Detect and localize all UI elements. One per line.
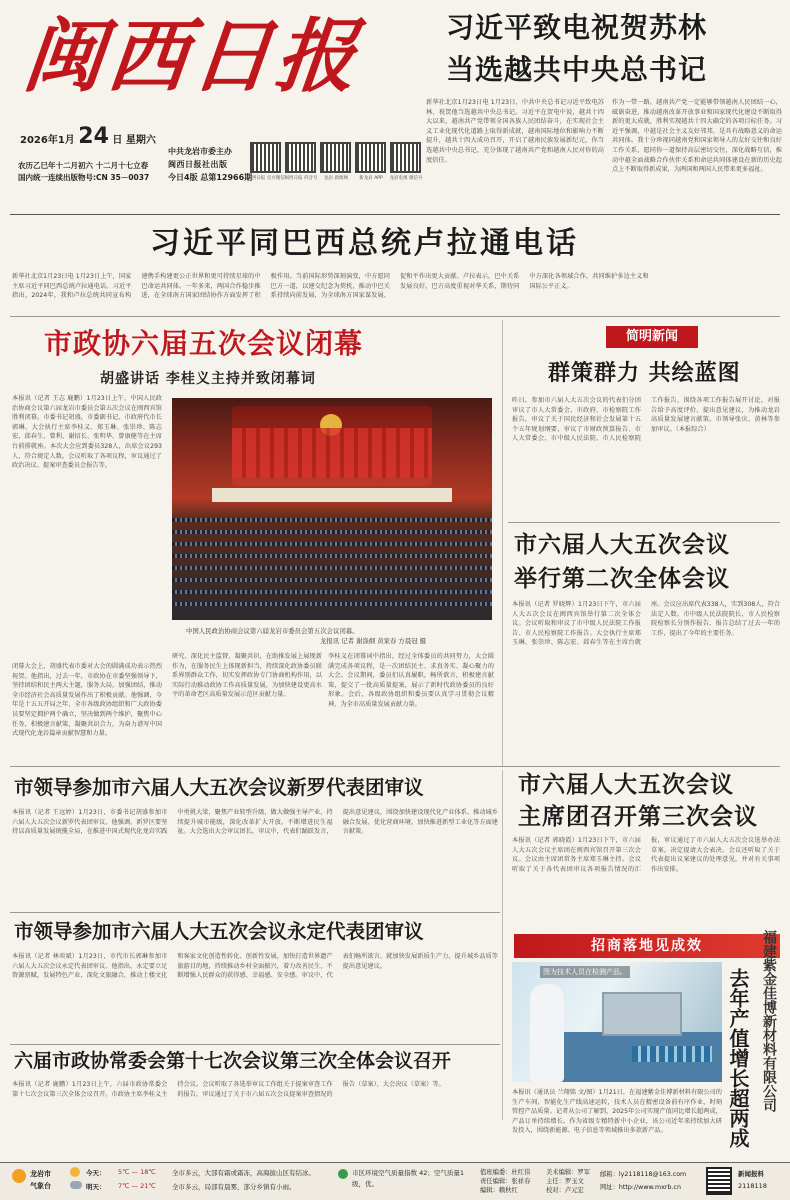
editor-1: 值班编委：杜红伟 (480, 1169, 531, 1176)
contact-email[interactable]: 邮箱：ly2118118@163.com (600, 1171, 687, 1178)
hotline-number: 2118118 (738, 1182, 767, 1190)
weather-label: 气象台 (30, 1182, 51, 1190)
yongding-text: 本报讯（记者 林奕斌）1月23日，市代市长郭琳参加市六届人大五次会议永定代表团审议。他指出，永定要立足资源禀赋，发展特色产业，深化文旅融合，推动土楼文化和客家文化创造性转化、创新性发展，加快打造世界遗产旅游目的地，持续推动乡村全面振兴，着力改善民生，不断增强人民群众的获得感、幸福感、安全感。审议中，代表们畅所欲言，就加快发展新质生产力、提升城乡品质等提出意见建议。 (12, 953, 498, 980)
air-icon (338, 1169, 348, 1179)
date-day: 24 (78, 124, 109, 149)
editor-2: 责任编辑：张祥春 (480, 1178, 531, 1185)
qr-caption: 闽西日报 抖音号 (284, 176, 318, 181)
xinluo-headline: 市领导参加市六届人大五次会议新罗代表团审议 (14, 776, 424, 799)
sun-icon (70, 1167, 80, 1177)
divider (508, 522, 780, 523)
qr-code[interactable] (320, 142, 351, 173)
audience-rows (172, 542, 492, 546)
divider (10, 1044, 500, 1045)
column-divider (502, 770, 503, 1120)
publisher-3: 今日4版 总第12966期 (168, 173, 253, 182)
investment-text: 本报讯（通讯员 兰翔铭 文/图）1月21日，在福建紫金佳博新材料有限公司的生产车间，智能化生产线高速运转，技术人员在精密设备前有序作业，时刻管控产品质量。记者从公司了解到，2025年公司实现产值同比增长超两成，产品订单持续增长。作为省级专精特新中小企业，该公司近年来持续加大研发投入，围绕新能源、电子信息等领域推出多款新产品。 (512, 1089, 722, 1135)
stage-table (212, 488, 452, 502)
lab-equipment (602, 992, 682, 1036)
tomorrow-label: 明天： (86, 1183, 106, 1191)
weather-city: 龙岩市 (30, 1170, 51, 1178)
editor-6: 校对：卢元宏 (546, 1187, 584, 1194)
audience-rows (172, 578, 492, 582)
investment-photo (512, 962, 722, 1082)
contact-website[interactable]: 网址：http://www.mxrb.cn (600, 1184, 681, 1191)
standing-headline: 六届市政协常委会第十七次会议第三次全体会议召开 (14, 1050, 452, 1072)
audience-rows (172, 602, 492, 606)
investment-vertical-subhead: 福建紫金佳博新材料有限公司 (761, 930, 777, 1112)
npc3-headline-2: 主席团召开第三次会议 (518, 804, 758, 830)
date-line-2: 农历乙巳年十二月初六 十二月十七立春 (18, 161, 149, 170)
editor-5: 主任：罗玉文 (546, 1178, 584, 1185)
tomorrow-desc: 全市多云，局部有晨雾，部分乡镇有小雨。 (172, 1183, 296, 1191)
lab-parts (632, 1046, 712, 1062)
cppcc-headline: 市政协六届五次会议闭幕 (44, 327, 364, 360)
tomorrow-temp: 7℃ — 21℃ (118, 1182, 156, 1190)
date-prefix: 2026年1月 (20, 135, 75, 146)
investment-label (514, 934, 780, 958)
standing-text: 本报讯（记者 鹿鹏）1月23日上午，六届市政协常委会第十七次会议第三次全体会议召开。市政协主席李桂义主持会议。会议听取了各选举审议工作组关于提案审查工作的报告，审议通过了关于市六届五次会议提案审查情况的报告（草案）、大会决议（草案）等。 (12, 1081, 445, 1098)
qr-caption: 新龙岩 APP (359, 176, 383, 181)
cppcc-text-3: 研究、深化民主监督、凝聚共识，在助推发展上展现新作为，在服务民生上体现新担当，持续深化政协委员联系界别群众工作，切实发挥政协专门协商机构作用，以实际行动推动政协工作高质量发展，为加快建设更高水平的革命老区高质量发展示范区贡献力量。 (172, 653, 322, 699)
today-label: 今天： (86, 1169, 106, 1177)
divider (10, 912, 500, 913)
cppcc-text-1: 本报讯（记者 王志 鹿鹏）1月23日上午，中国人民政治协商会议第六届龙岩市委员会第五次会议在闽西宾馆胜利闭幕。市委书记胡盛，市委副书记、市政府代市长郭琳，大会执行主席李桂义、郑玉琳、张崇珍、陈志宏、邱春生、曾利、谢招长、张明华、曾康健等在主席台前排就座。本次大会应到委员328人，出席会议293人，符合规定人数。会议听取了各项议程，审议通过了政治决议、提案审查委员会报告等。 (12, 395, 162, 470)
audience-rows (172, 590, 492, 594)
audience-rows (172, 554, 492, 558)
investment-vertical-headline: 去年产值增长超两成 (726, 968, 750, 1148)
date-weekday: 日 星期六 (112, 135, 156, 146)
audience-rows (172, 530, 492, 534)
audience-rows (172, 518, 492, 522)
qr-code[interactable] (355, 142, 386, 173)
brief-label (606, 326, 698, 348)
cppcc-photo (172, 398, 492, 620)
editor-4: 美术编辑：罗军 (546, 1169, 591, 1176)
stage-flags (232, 428, 432, 478)
footer (0, 1163, 790, 1200)
qr-code[interactable] (390, 142, 421, 173)
brief-headline: 群策群力 共绘蓝图 (548, 361, 741, 386)
qr-caption: 龙岩 新闻网 (324, 176, 348, 181)
investment-label-text: 招商落地见成效 (591, 938, 703, 954)
lead-col-2: 作为一带一路，越南共产党一定能够带领越南人民团结一心，砥砺奋进，推动越南改革开放事业和国家现代化建设不断取得新的更大成就，胜利实现越共十四大确定的各项目标任务。习近平强调，中越是社会主义友好邻邦，是具有战略意义的命运共同体。我十分珍视同越南党和国家领导人的友好交往和良好工作关系，愿同你一道保持高层密切交往，深化战略互信，推动中越全面战略合作伙伴关系和命运共同体建设在新的历史起点上不断取得新成果，为两国和两国人民带来更多福祉。 (612, 99, 782, 174)
cppcc-text-4: 李桂义在闭幕词中指出，经过全体委员的共同努力，大会圆满完成各项议程，是一次团结民主、求真务实、凝心聚力的大会。会议期间，委员们认真履职，畅所欲言，积极建言献策，提交了一批高质量提案，展示了新时代政协委员的良好形象。会后，各级政协组织和委员要认真学习贯彻会议精神，为全市高质量发展贡献力量。 (328, 653, 494, 708)
air-quality: 市区环境空气质量指数 42；空气质量1级，优。 (352, 1169, 464, 1188)
main-text: 新华社北京1月23日电 1月23日上午，国家主席习近平同巴西总统卢拉通电话。习近平指出，2024年，我和卢拉总统共同宣布构建携手构建更公正世界和更可持续星球的中巴命运共同体。一年多来，两国合作稳步推进，在全球南方国家团结协作方面发挥了积极作用。当前国际形势深刻演变，中方愿同巴方一道，以建交纪念为契机，推动中巴关系持续向前发展，为全球南方国家谋发展、促和平作出更大贡献。卢拉表示，巴中关系发展良好，巴方高度重视对华关系，期待同中方深化各领域合作，共同维护多边主义和国际公平正义。 (12, 273, 649, 300)
masthead-logo: 闽西日报 (19, 9, 365, 103)
qr-caption: 闽西日报 官方微信 (247, 176, 285, 181)
column-divider (502, 320, 503, 766)
lab-worker (530, 984, 564, 1082)
cloud-icon (70, 1181, 82, 1189)
npc3-text: 本报讯（记者 郭晓霞）1月23日下午，市六届人大五次会议主席团在闽西宾馆召开第三次会议。会议由主席团常务主席郑玉琳主持。会议听取了关于各代表团审议各项报告情况的汇报，审议通过了市六届人大五次会议选举办法草案，决定提请大会表决。会议还听取了关于代表提出议案建议的处理意见，并对有关事项作出安排。 (512, 837, 780, 873)
cppcc-photo-caption: 中国人民政治协商会议第六届龙岩市委员会第五次会议闭幕。 (186, 627, 359, 635)
npc3-headline-1: 市六届人大五次会议 (518, 772, 734, 798)
npc2-headline-1: 市六届人大五次会议 (514, 532, 730, 558)
qr-code[interactable] (250, 142, 281, 173)
yongding-headline: 市领导参加市六届人大五次会议永定代表团审议 (14, 920, 424, 943)
editor-3: 编辑：赖秋红 (480, 1187, 518, 1194)
divider (10, 766, 780, 767)
divider (10, 316, 780, 317)
investment-photo-caption: 图为技术人员在检测产品。 (540, 966, 630, 978)
audience-rows (172, 566, 492, 570)
today-desc: 全市多云，大部有霜或霜冻，高海拔山区有结冰。 (172, 1169, 315, 1177)
today-temp: 5℃ — 18℃ (118, 1168, 156, 1176)
publisher-1: 中共龙岩市委主办 (168, 147, 232, 156)
publisher-2: 闽西日报社出版 (168, 160, 228, 169)
qr-caption: 龙岩电视 微信号 (389, 176, 423, 181)
cppcc-photo-credit: 龙报讯 记者 谢涤纲 黄家春 方晨冠 摄 (320, 637, 427, 645)
cppcc-text-2: 闭幕大会上，胡盛代表市委对大会的圆满成功表示热烈祝贺。他指出，过去一年，市政协在市委坚强领导下，坚持团结和民主两大主题，服务大局，加强团结，推动全市经济社会高质量发展作出了积极贡献。他强调，今年是十五五开局之年，全市各级政协组织和广大政协委员要坚定拥护两个确立，坚决做到两个维护，聚焦中心任务，积极建言献策，凝聚共识合力，为奋力谱写中国式现代化龙岩篇章贡献智慧和力量。 (12, 663, 162, 738)
brief-text: 昨日，参加市六届人大五次会议的代表们分团审议了市人大常委会、市政府、市检察院工作报告，审议了关于国民经济和社会发展第十五个五年规划纲要，审议了市财政预算报告、市人大常委会、市中级人民法院、市人民检察院工作报告，围绕各项工作报告展开讨论，对报告给予高度评价，提出意见建议，为推动龙岩高质量发展建言献策。市领导张庆、黄林等参加审议。（本报综合） (512, 397, 780, 443)
npc2-text: 本报讯（记者 罗晓辉）1月23日下午，市六届人大五次会议在闽西宾馆举行第二次全体会议。会议听取和审议了市中级人民法院工作报告、市人民检察院工作报告。大会执行主席郑玉琳、张崇珍、陈志宏、邱春生等在主席台就座。会议应出席代表338人，实到308人，符合法定人数。市中级人民法院院长、市人民检察院检察长分别作报告，报告总结了过去一年的工作，提出了今年的主要任务。 (512, 601, 780, 647)
date-line-3: 国内统一连续出版物号:CN 35－0037 (18, 173, 150, 182)
weather-icon (12, 1169, 26, 1183)
cppcc-subhead: 胡盛讲话 李桂义主持并致闭幕词 (100, 371, 316, 387)
date-line-1 (20, 124, 156, 149)
hotline-qr[interactable] (706, 1167, 732, 1195)
main-headline: 习近平同巴西总统卢拉通电话 (150, 226, 579, 261)
brief-label-text: 简明新闻 (625, 329, 678, 344)
hotline-label: 新闻报料 (738, 1170, 764, 1178)
npc2-headline-2: 举行第二次全体会议 (514, 566, 730, 592)
qr-code[interactable] (285, 142, 316, 173)
xinluo-text: 本报讯（记者 王远婷）1月23日，市委书记胡盛参加市六届人大五次会议新罗代表团审议。他强调，新罗区要坚持以高质量发展统揽全局，在推进中国式现代化龙岩实践中勇挑大梁，聚焦产业转型升级，做大做强主导产业，持续提升城市能级，深化改革扩大开放，不断增进民生福祉。大会选出大会审议团长，审议中，代表们踊跃发言，提出意见建议，围绕加快建设现代化产业体系、推动城乡融合发展、优化营商环境、加快推进新型工业化等方面建言献策。 (12, 809, 498, 836)
divider (10, 214, 780, 215)
lead-col-1: 新华社北京1月23日电 1月23日，中共中央总书记习近平致电苏林，祝贺他当选越共中央总书记。习近平在贺电中说，越共十四大以来，越南共产党带领全国各族人民团结奋斗，在实现社会主义工业化现代化道路上取得新成就，越南国际地位和影响力不断提升，越共十四大成功召开，开启了越南民族发展新纪元，你当选越共中央总书记，充分体现了越南共产党和越南人民对你的高度信任。 (426, 99, 604, 164)
lead-headline-2: 当选越共中央总书记 (446, 53, 708, 86)
lead-headline-1: 习近平致电祝贺苏林 (446, 11, 708, 44)
